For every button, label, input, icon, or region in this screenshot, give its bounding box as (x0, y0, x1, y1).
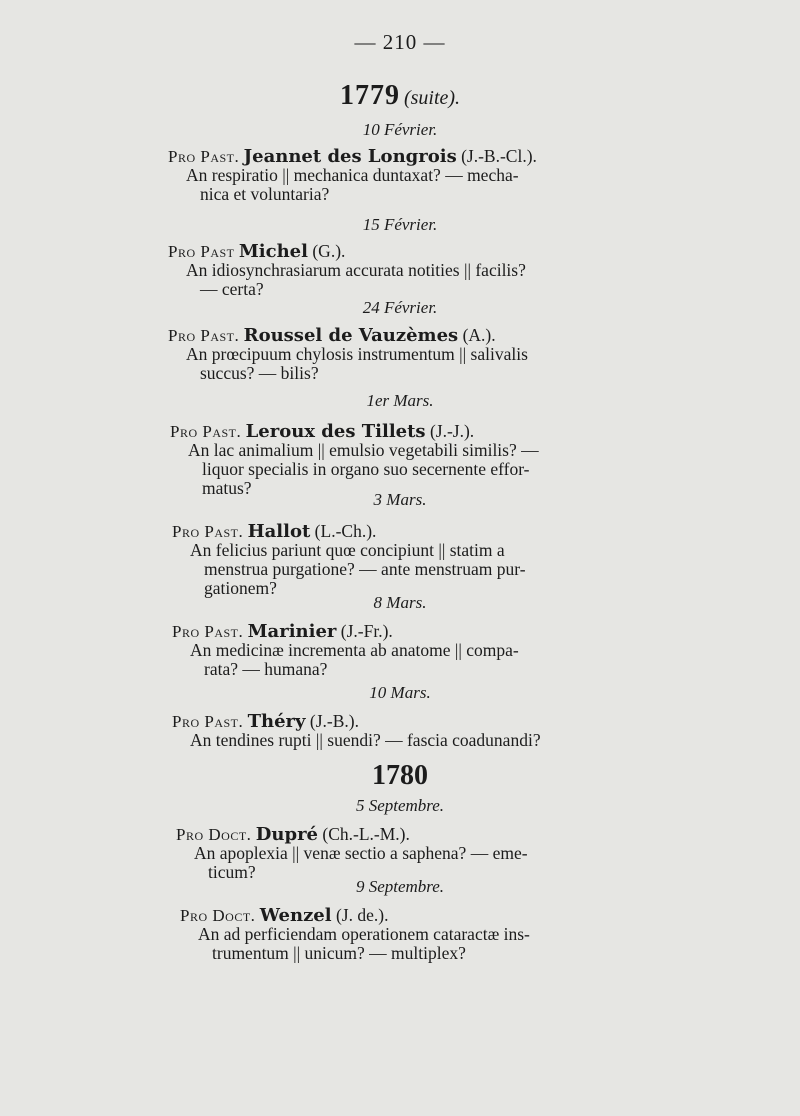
entry-heading (168, 147, 537, 166)
entry-name: Hallot (247, 521, 311, 542)
question-line: An medicinæ incrementa ab anatome || compa- (190, 640, 519, 660)
question-line: An idiosynchrasiarum accurata notities || facilis? (186, 260, 526, 280)
entry-title: Pro Past. (168, 147, 240, 166)
entry-date: 10 Mars. (369, 683, 431, 702)
entry-date: 8 Mars. (373, 593, 427, 612)
question-line: succus? — bilis? (200, 363, 319, 383)
entry-initials: (L.-Ch.). (314, 521, 377, 541)
question-line: menstrua purgatione? — ante menstruam pur- (204, 559, 526, 579)
entry-title: Pro Doct. (180, 906, 256, 925)
year-heading-1780: 1780 (372, 760, 428, 791)
entry-date: 24 Février. (362, 298, 438, 317)
entry-name: Dupré (255, 824, 318, 845)
question-line: nica et voluntaria? (200, 184, 330, 204)
entry-date: 9 Septembre. (355, 877, 445, 896)
entry-name: Marinier (247, 621, 337, 642)
entry-title: Pro Past. (168, 326, 240, 345)
entry-date: 15 Février. (362, 215, 438, 234)
page-number: — 210 — (354, 30, 446, 54)
question-line: rata? — humana? (204, 659, 328, 679)
entry-date: 3 Mars. (373, 490, 427, 509)
entry-initials: (J.-B.). (309, 711, 359, 731)
thesis-entry (168, 326, 528, 383)
entry-question (172, 731, 541, 750)
entry-heading (170, 422, 539, 441)
question-line: liquor specialis in organo suo secernente effor- (202, 459, 530, 479)
question-line: An respiratio || mechanica duntaxat? — mecha- (186, 165, 519, 185)
entry-name: Théry (247, 711, 306, 732)
entry-question (168, 261, 526, 299)
entry-question (180, 925, 530, 963)
entry-name: Roussel de Vauzèmes (243, 325, 459, 346)
entry-initials: (A.). (462, 325, 496, 345)
thesis-entry (172, 522, 526, 598)
entry-name: Wenzel (259, 905, 332, 926)
entry-title: Pro Past. (172, 522, 244, 541)
entry-date: 5 Septembre. (355, 796, 445, 815)
question-line: An felicius pariunt quœ concipiunt || statim a (190, 540, 505, 560)
question-line: An ad perficiendam operationem cataractæ ins- (198, 924, 530, 944)
entry-title: Pro Past (168, 242, 235, 261)
entry-name: Leroux des Tillets (245, 421, 426, 442)
entry-initials: (G.). (312, 241, 346, 261)
year-suite-label: (suite). (403, 87, 461, 109)
entry-heading (176, 825, 528, 844)
entry-heading (172, 622, 519, 641)
thesis-entry (170, 422, 539, 498)
question-line: matus? (202, 478, 252, 498)
thesis-entry (172, 712, 541, 750)
entry-title: Pro Doct. (176, 825, 252, 844)
question-line: An prœcipuum chylosis instrumentum || salivalis (186, 344, 528, 364)
entry-initials: (J.-B.-Cl.). (461, 146, 537, 166)
entry-heading (180, 906, 530, 925)
entry-title: Pro Past. (170, 422, 242, 441)
entry-name: Michel (238, 241, 308, 262)
entry-heading (168, 242, 526, 261)
entry-initials: (Ch.-L.-M.). (322, 824, 410, 844)
entry-initials: (J.-J.). (429, 421, 475, 441)
entry-title: Pro Past. (172, 622, 244, 641)
entry-heading (172, 712, 541, 731)
question-line: An apoplexia || venæ sectio a saphena? — eme- (194, 843, 528, 863)
thesis-entry (176, 825, 528, 882)
thesis-entry (180, 906, 530, 963)
entry-question (172, 541, 526, 598)
entry-name: Jeannet des Longrois (243, 146, 457, 167)
thesis-entry (172, 622, 519, 679)
entry-question (168, 345, 528, 383)
year-number: 1779 (339, 80, 400, 111)
entry-date: 1er Mars. (366, 391, 434, 410)
entry-question (168, 166, 537, 204)
question-line: trumentum || unicum? — multiplex? (212, 943, 466, 963)
question-line: gationem? (204, 578, 277, 598)
entry-date: 10 Février. (362, 120, 438, 139)
entry-title: Pro Past. (172, 712, 244, 731)
thesis-entry (168, 242, 526, 299)
question-line: An tendines rupti || suendi? — fascia coadunandi? (190, 730, 541, 750)
entry-initials: (J.-Fr.). (340, 621, 393, 641)
entry-initials: (J. de.). (335, 905, 389, 925)
thesis-entry (168, 147, 537, 204)
entry-heading (168, 326, 528, 345)
question-line: ticum? (208, 862, 256, 882)
question-line: — certa? (200, 279, 264, 299)
entry-question (172, 641, 519, 679)
question-line: An lac animalium || emulsio vegetabili similis? — (188, 440, 539, 460)
entry-heading (172, 522, 526, 541)
year-heading (0, 80, 800, 112)
